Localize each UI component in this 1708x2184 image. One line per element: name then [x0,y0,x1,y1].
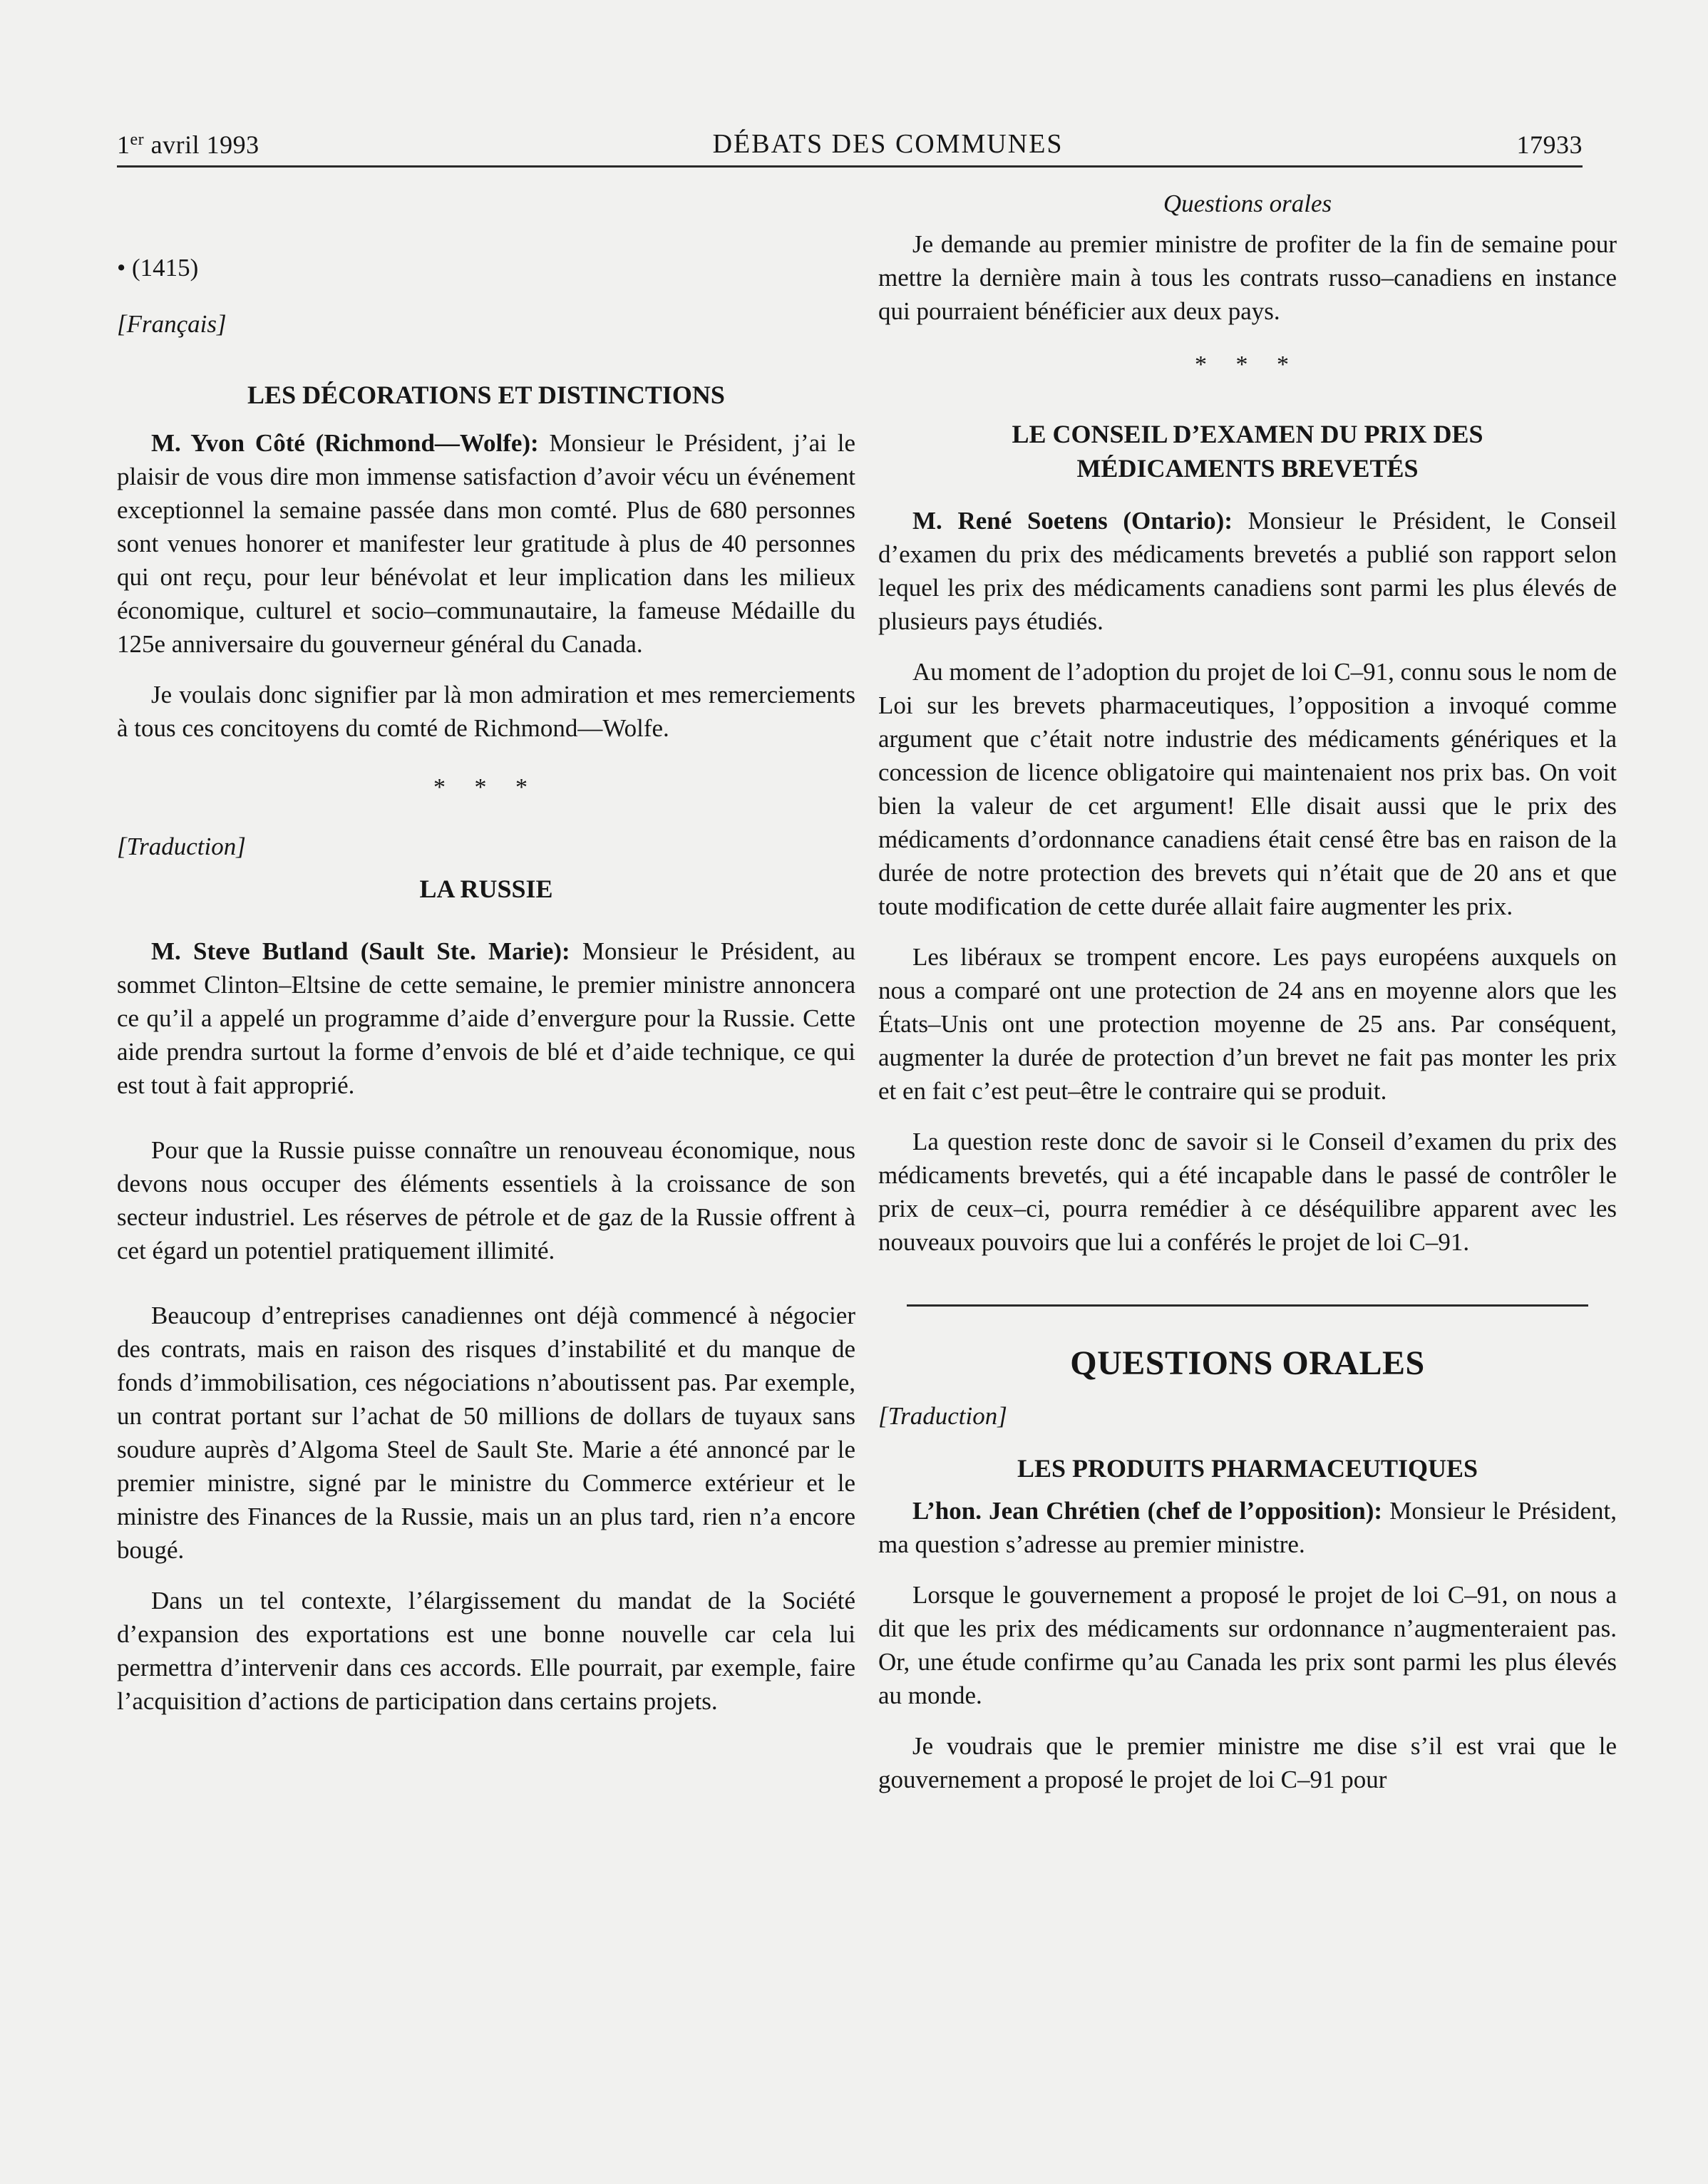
statement-paragraph: Beaucoup d’entreprises canadiennes ont déjà commencé à négocier des contrats, mais en raison des risques d’instabilité et du manque de fonds d’immobilisation, ces négociations n’aboutissent pas. Par exemple, un contrat portant sur l’achat de 50 millions de dollars de tuyaux sans soudure auprès d’Algoma Steel de Sault Ste. Marie a été annoncé par le premier ministre, signé par le ministre du Commerce extérieur et le ministre des Finances de la Russie, mais un an plus tard, rien n’a encore bougé. [117,1302,855,1564]
header-date: 1er avril 1993 [117,130,259,159]
language-note: [Français] [117,310,227,338]
section-heading: LA RUSSIE [419,875,553,903]
language-note: [Traduction] [117,833,246,860]
statement-paragraph: Je voudrais que le premier ministre me dise s’il est vrai que le gouvernement a proposé le projet de loi C–91 pour [878,1732,1617,1793]
speaker-name: M. Yvon Côté (Richmond—Wolfe): [151,429,539,457]
section-label: Questions orales [1163,190,1332,217]
section-heading: LES DÉCORATIONS ET DISTINCTIONS [247,381,725,409]
section-rule [907,1304,1588,1307]
statement-paragraph: M. René Soetens (Ontario): Monsieur le Président, le Conseil d’examen du prix des médicaments brevetés a publié son rapport selon lequel les prix des médicaments canadiens sont parmi les plus élevés de plusieurs pays étudiés. [878,507,1617,635]
statement-paragraph: Au moment de l’adoption du projet de loi C–91, connu sous le nom de Loi sur les brevets pharmaceutiques, l’opposition a invoqué comme argument que c’était notre industrie des médicaments génériques et la concession de licence obligatoire qui maintenaient nos prix bas. On voit bien la valeur de cet argument! Elle disait aussi que le prix des médicaments d’ordonnance canadiens était censé être bas en raison de la durée de notre protection des brevets qui n’était que de 20 ans et que toute modification de cette durée allait faire augmenter les prix. [878,658,1617,920]
header-title: DÉBATS DES COMMUNES [712,129,1064,159]
statement-paragraph: M. Yvon Côté (Richmond—Wolfe): Monsieur le Président, j’ai le plaisir de vous dire mon immense satisfaction d’avoir vécu un événement exceptionnel la semaine passée dans mon comté. Plus de 680 personnes sont venues honorer et manifester leur gratitude à plus de 40 personnes qui ont reçu, pour leur bénévolat et leur implication dans les milieux économique, culturel et socio–communautaire, la fameuse Médaille du 125e anniversaire du gouverneur général du Canada. [117,429,855,658]
statement-paragraph: Lorsque le gouvernement a proposé le projet de loi C–91, on nous a dit que les prix des médicaments sur ordonnance n’augmenteraient pas. Or, une étude confirme qu’au Canada les prix sont parmi les plus élevés au monde. [878,1581,1617,1709]
statement-paragraph: L’hon. Jean Chrétien (chef de l’opposition): Monsieur le Président, ma question s’adresse au premier ministre. [878,1497,1617,1558]
section-heading: LES PRODUITS PHARMACEUTIQUES [1017,1454,1478,1483]
statement-paragraph: La question reste donc de savoir si le Conseil d’examen du prix des médicaments brevetés, qui a été incapable dans le passé de contrôler le prix de ceux–ci, pourra remédier à ce déséquilibre apparent avec les nouveaux pouvoirs que lui a conférés le projet de loi C–91. [878,1128,1617,1256]
header-page-number: 17933 [1516,130,1583,159]
time-marker: • (1415) [117,254,199,282]
left-column [117,187,855,1718]
speaker-name: M. René Soetens (Ontario): [912,507,1233,535]
section-heading: LE CONSEIL D’EXAMEN DU PRIX DES MÉDICAMENTS BREVETÉS [1012,420,1483,483]
section-separator: * * * [1195,351,1300,378]
language-note: [Traduction] [878,1402,1007,1430]
right-column [878,187,1617,1796]
statement-paragraph: Les libéraux se trompent encore. Les pays européens auxquels on nous a comparé ont une protection de 24 ans en moyenne alors que les États–Unis ont une protection moyenne de 25 ans. Par conséquent, augmenter la durée de protection d’un brevet ne fait pas monter les prix et en fait c’est peut–être le contraire qui se produit. [878,943,1617,1105]
statement-paragraph: Je demande au premier ministre de profiter de la fin de semaine pour mettre la dernière main à tous les contrats russo–canadiens en instance qui pourraient bénéficier aux deux pays. [878,230,1617,325]
statement-paragraph: Je voulais donc signifier par là mon admiration et mes remerciements à tous ces concitoyens du comté de Richmond—Wolfe. [117,681,855,742]
speaker-name: M. Steve Butland (Sault Ste. Marie): [151,937,570,965]
speaker-name: L’hon. Jean Chrétien (chef de l’opposition): [912,1497,1383,1525]
section-separator: * * * [433,774,539,800]
running-header [117,120,1583,168]
statement-paragraph: Pour que la Russie puisse connaître un renouveau économique, nous devons nous occuper des éléments essentiels à la croissance de son secteur industriel. Les réserves de pétrole et de gaz de la Russie offrent à cet égard un potentiel pratiquement illimité. [117,1136,855,1264]
statement-paragraph: Dans un tel contexte, l’élargissement du mandat de la Société d’expansion des exportations est une bonne nouvelle car cela lui permettra d’intervenir dans ces accords. Elle pourrait, par exemple, faire l’acquisition d’actions de participation dans certains projets. [117,1587,855,1715]
major-heading: QUESTIONS ORALES [1070,1344,1425,1382]
statement-paragraph: M. Steve Butland (Sault Ste. Marie): Monsieur le Président, au sommet Clinton–Eltsine de cette semaine, le premier ministre annoncera ce qu’il a appelé un programme d’aide d’envergure pour la Russie. Cette aide prendra surtout la forme d’envois de blé et d’aide technique, ce qui est tout à fait approprié. [117,937,855,1099]
